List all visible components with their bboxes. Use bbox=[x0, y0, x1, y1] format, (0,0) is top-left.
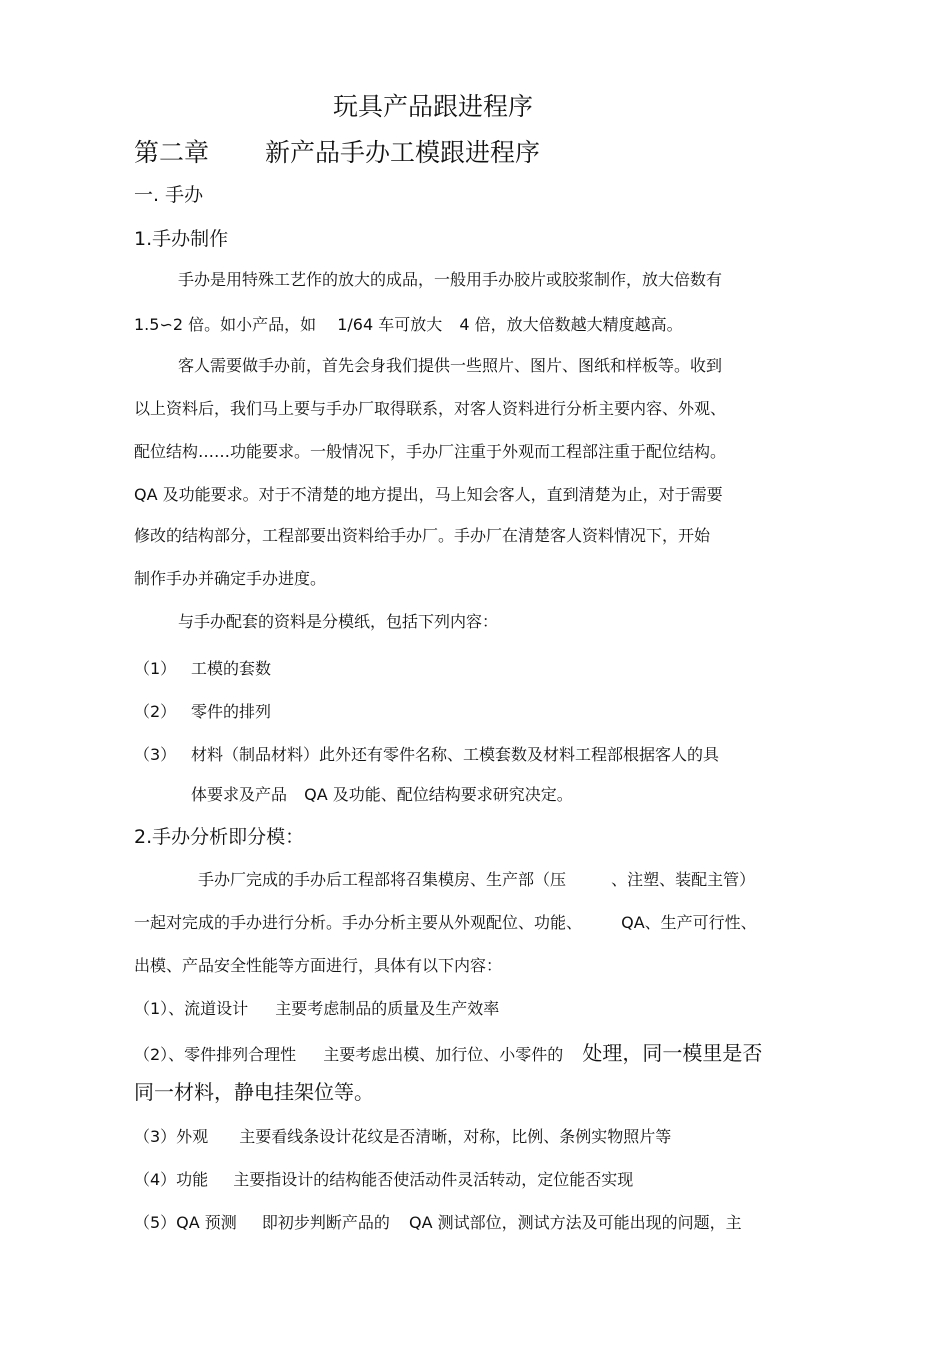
analysis-item-label: （3）外观 bbox=[134, 1127, 209, 1146]
analysis-item bbox=[134, 1041, 762, 1065]
paragraph-line bbox=[134, 315, 683, 334]
text-fragment: 4 倍，放大倍数越大精度越高。 bbox=[459, 315, 683, 334]
list-item-text: 材料（制品材料）此外还有零件名称、工模套数及材料工程部根据客人的具 bbox=[191, 745, 720, 764]
analysis-item bbox=[134, 1170, 633, 1189]
text-fragment: 手办厂完成的手办后工程部将召集模房、生产部（压 bbox=[198, 870, 567, 889]
text-fragment: 、注塑、装配主管） bbox=[611, 870, 756, 889]
paragraph-line: 以上资料后，我们马上要与手办厂取得联系，对客人资料进行分析主要内容、外观、 bbox=[134, 399, 727, 418]
text-fragment: 体要求及产品 bbox=[191, 785, 288, 804]
analysis-item-label: （2）、零件排列合理性 bbox=[134, 1045, 297, 1064]
text-fragment: 一起对完成的手办进行分析。手办分析主要从外观配位、功能、 bbox=[134, 913, 583, 932]
paragraph-line: 与手办配套的资料是分模纸，包括下列内容： bbox=[178, 612, 499, 631]
list-item-number: （1） bbox=[134, 659, 177, 678]
paragraph-line: 出模、产品安全性能等方面进行，具体有以下内容： bbox=[134, 956, 503, 975]
analysis-item-text: 主要考虑出模、加行位、小零件的 bbox=[323, 1045, 564, 1064]
text-fragment: 1/64 车可放大 bbox=[337, 315, 443, 334]
text-fragment: QA 及功能、配位结构要求研究决定。 bbox=[304, 785, 573, 804]
paragraph-line bbox=[134, 913, 757, 932]
list-item-text: 工模的套数 bbox=[191, 659, 272, 678]
list-item-text: 零件的排列 bbox=[191, 702, 272, 721]
subsection-heading: 1.手办制作 bbox=[134, 228, 229, 250]
paragraph-line: 修改的结构部分，工程部要出资料给手办厂。手办厂在清楚客人资料情况下，开始 bbox=[134, 526, 711, 545]
analysis-item-text: 处理，同一模里是否 bbox=[582, 1041, 763, 1065]
section-heading: 一. 手办 bbox=[134, 184, 204, 206]
analysis-item-text: 即初步判断产品的 bbox=[261, 1213, 390, 1232]
list-item-continuation bbox=[191, 785, 573, 804]
analysis-item-continuation: 同一材料，静电挂架位等。 bbox=[134, 1080, 374, 1104]
paragraph-line: 手办是用特殊工艺作的放大的成品，一般用手办胶片或胶浆制作，放大倍数有 bbox=[178, 270, 723, 289]
list-item-number: （2） bbox=[134, 702, 177, 721]
analysis-item-text: 主要看线条设计花纹是否清晰，对称，比例、条例实物照片等 bbox=[239, 1127, 672, 1146]
analysis-item-text: 主要指设计的结构能否使活动件灵活转动，定位能否实现 bbox=[233, 1170, 634, 1189]
paragraph-line: 配位结构……功能要求。一般情况下，手办厂注重于外观而工程部注重于配位结构。 bbox=[134, 442, 727, 461]
analysis-item-label: （4）功能 bbox=[134, 1170, 209, 1189]
paragraph-line: 客人需要做手办前，首先会身我们提供一些照片、图片、图纸和样板等。收到 bbox=[178, 356, 723, 375]
text-fragment: QA、生产可行性、 bbox=[621, 913, 757, 932]
chapter-title: 新产品手办工模跟进程序 bbox=[265, 138, 541, 167]
analysis-item-label: （1）、流道设计 bbox=[134, 999, 249, 1018]
paragraph-line: QA 及功能要求。对于不清楚的地方提出，马上知会客人，直到清楚为止，对于需要 bbox=[134, 485, 723, 504]
analysis-item-label: （5）QA 预测 bbox=[134, 1213, 237, 1232]
analysis-item bbox=[134, 1213, 742, 1232]
subsection-heading: 2.手办分析即分模： bbox=[134, 826, 305, 848]
analysis-item bbox=[134, 999, 499, 1018]
text-fragment: 1.5∽2 倍。如小产品，如 bbox=[134, 315, 317, 334]
analysis-item bbox=[134, 1127, 671, 1146]
analysis-item-text: QA 测试部位，测试方法及可能出现的问题，主 bbox=[409, 1213, 742, 1232]
paragraph-line: 制作手办并确定手办进度。 bbox=[134, 569, 327, 588]
document-title: 玩具产品跟进程序 bbox=[333, 92, 534, 121]
analysis-item-text: 主要考虑制品的质量及生产效率 bbox=[275, 999, 500, 1018]
list-item-number: （3） bbox=[134, 745, 177, 764]
chapter-number: 第二章 bbox=[134, 138, 210, 167]
paragraph-line bbox=[198, 870, 755, 889]
